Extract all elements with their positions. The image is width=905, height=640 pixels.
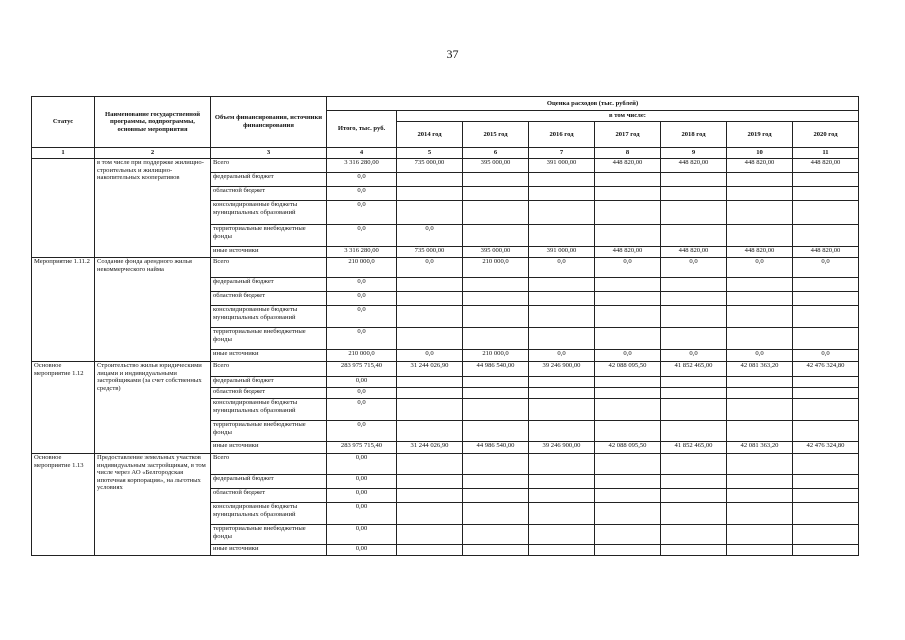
total-value: 0,0: [327, 388, 397, 399]
year-value: [793, 278, 859, 292]
column-number: 10: [727, 148, 793, 159]
year-value: [397, 187, 463, 201]
year-value: [661, 278, 727, 292]
year-value: 31 244 026,90: [397, 362, 463, 377]
year-value: [595, 225, 661, 247]
year-value: 0,0: [793, 350, 859, 362]
total-value: 0,0: [327, 306, 397, 328]
year-value: [793, 421, 859, 442]
year-value: 210 000,0: [463, 258, 529, 278]
year-value: [463, 306, 529, 328]
year-value: [793, 525, 859, 545]
year-value: [529, 278, 595, 292]
year-value: 44 986 540,00: [463, 362, 529, 377]
total-value: 0,00: [327, 503, 397, 525]
year-value: [595, 545, 661, 556]
total-value: 210 000,0: [327, 258, 397, 278]
year-value: [793, 454, 859, 475]
total-value: 0,0: [327, 201, 397, 225]
funding-source: иные источники: [211, 545, 327, 556]
year-value: [727, 421, 793, 442]
year-value: [595, 187, 661, 201]
year-value: [595, 328, 661, 350]
year-value: 0,0: [397, 225, 463, 247]
year-value: [727, 377, 793, 388]
year-value: [661, 328, 727, 350]
year-value: [661, 421, 727, 442]
total-value: 0,0: [327, 328, 397, 350]
year-value: [793, 503, 859, 525]
year-value: [463, 328, 529, 350]
year-value: [397, 278, 463, 292]
year-value: [463, 292, 529, 306]
year-value: [727, 399, 793, 421]
year-value: [793, 292, 859, 306]
table-row: [32, 362, 859, 377]
year-value: 391 000,00: [529, 159, 595, 173]
year-value: [529, 545, 595, 556]
header-year: 2014 год: [397, 122, 463, 148]
year-value: 735 000,00: [397, 247, 463, 258]
column-number: 9: [661, 148, 727, 159]
year-value: 41 852 465,00: [661, 442, 727, 454]
row-status: Основное мероприятие 1.12: [32, 362, 95, 454]
funding-source: территориальные внебюджетные фонды: [211, 421, 327, 442]
year-value: [463, 503, 529, 525]
page-number: 37: [446, 47, 459, 61]
year-value: 42 081 363,20: [727, 362, 793, 377]
funding-source: территориальные внебюджетные фонды: [211, 525, 327, 545]
year-value: 0,0: [727, 258, 793, 278]
year-value: [727, 525, 793, 545]
year-value: 448 820,00: [595, 247, 661, 258]
year-value: [793, 328, 859, 350]
year-value: [595, 377, 661, 388]
year-value: 0,0: [727, 350, 793, 362]
year-value: 448 820,00: [661, 247, 727, 258]
total-value: 0,00: [327, 377, 397, 388]
year-value: 448 820,00: [793, 247, 859, 258]
year-value: [397, 525, 463, 545]
funding-source: Всего: [211, 362, 327, 377]
year-value: 0,0: [793, 258, 859, 278]
table-row: [32, 159, 859, 173]
year-value: 42 476 324,80: [793, 362, 859, 377]
funding-source: консолидированные бюджеты муниципальных образований: [211, 503, 327, 525]
year-value: [463, 399, 529, 421]
year-value: [397, 421, 463, 442]
year-value: [727, 489, 793, 503]
year-value: 39 246 900,00: [529, 362, 595, 377]
year-value: [727, 328, 793, 350]
funding-source: федеральный бюджет: [211, 377, 327, 388]
row-name: Создание фонда арендного жилья некоммерческого найма: [95, 258, 211, 362]
year-value: [529, 292, 595, 306]
funding-source: консолидированные бюджеты муниципальных образований: [211, 306, 327, 328]
year-value: [793, 225, 859, 247]
year-value: [463, 201, 529, 225]
year-value: [529, 306, 595, 328]
year-value: [595, 454, 661, 475]
year-value: [661, 388, 727, 399]
header-name: Наименование государственной программы, подпрограммы, основные мероприятия: [95, 97, 211, 148]
funding-source: Всего: [211, 159, 327, 173]
year-value: [529, 377, 595, 388]
year-value: [793, 201, 859, 225]
year-value: [595, 278, 661, 292]
header-status: Статус: [32, 97, 95, 148]
year-value: [463, 225, 529, 247]
year-value: 31 244 026,90: [397, 442, 463, 454]
column-number: 11: [793, 148, 859, 159]
year-value: [529, 421, 595, 442]
year-value: [595, 475, 661, 489]
header-volume: Объем финансирования, источники финансирования: [211, 97, 327, 148]
funding-source: иные источники: [211, 442, 327, 454]
financing-table: [31, 96, 859, 556]
year-value: [661, 292, 727, 306]
row-name: Предоставление земельных участков индивидуальным застройщикам, в том числе через АО «Белгородская ипотечная корпорация», на льготных условиях: [95, 454, 211, 556]
year-value: [595, 399, 661, 421]
year-value: 0,0: [397, 350, 463, 362]
year-value: [529, 475, 595, 489]
funding-source: иные источники: [211, 247, 327, 258]
total-value: 0,0: [327, 399, 397, 421]
header-cost-estimate: Оценка расходов (тыс. рублей): [327, 97, 859, 111]
year-value: 0,0: [661, 350, 727, 362]
year-value: 0,0: [529, 258, 595, 278]
year-value: [661, 489, 727, 503]
year-value: 0,0: [529, 350, 595, 362]
header-year: 2018 год: [661, 122, 727, 148]
year-value: [397, 388, 463, 399]
year-value: [463, 173, 529, 187]
year-value: 448 820,00: [595, 159, 661, 173]
year-value: [727, 545, 793, 556]
year-value: 735 000,00: [397, 159, 463, 173]
column-number: 3: [211, 148, 327, 159]
column-number: 6: [463, 148, 529, 159]
year-value: [397, 292, 463, 306]
funding-source: территориальные внебюджетные фонды: [211, 225, 327, 247]
year-value: [595, 173, 661, 187]
total-value: 3 316 280,00: [327, 159, 397, 173]
year-value: [463, 489, 529, 503]
total-value: 283 975 715,40: [327, 442, 397, 454]
year-value: [595, 525, 661, 545]
column-number: 2: [95, 148, 211, 159]
year-value: [463, 475, 529, 489]
year-value: [793, 545, 859, 556]
year-value: [793, 399, 859, 421]
funding-source: областной бюджет: [211, 489, 327, 503]
year-value: [463, 525, 529, 545]
year-value: [463, 545, 529, 556]
total-value: 0,0: [327, 292, 397, 306]
year-value: [727, 475, 793, 489]
year-value: [727, 306, 793, 328]
year-value: [661, 377, 727, 388]
year-value: 0,0: [595, 350, 661, 362]
year-value: 448 820,00: [661, 159, 727, 173]
year-value: 395 000,00: [463, 159, 529, 173]
total-value: 0,00: [327, 525, 397, 545]
year-value: [463, 377, 529, 388]
year-value: 448 820,00: [727, 159, 793, 173]
total-value: 210 000,0: [327, 350, 397, 362]
header-including: в том числе:: [397, 111, 859, 122]
year-value: [727, 187, 793, 201]
year-value: [397, 377, 463, 388]
year-value: [463, 388, 529, 399]
year-value: 42 081 363,20: [727, 442, 793, 454]
funding-source: областной бюджет: [211, 187, 327, 201]
year-value: [463, 421, 529, 442]
year-value: [661, 525, 727, 545]
year-value: [727, 388, 793, 399]
year-value: [595, 489, 661, 503]
header-year: 2020 год: [793, 122, 859, 148]
total-value: 3 316 280,00: [327, 247, 397, 258]
funding-source: территориальные внебюджетные фонды: [211, 328, 327, 350]
header-total: Итого, тыс. руб.: [327, 111, 397, 148]
total-value: 0,0: [327, 421, 397, 442]
year-value: [397, 306, 463, 328]
year-value: [595, 503, 661, 525]
year-value: [661, 503, 727, 525]
year-value: [397, 399, 463, 421]
row-status: Мероприятие 1.11.2: [32, 258, 95, 362]
year-value: 42 088 095,50: [595, 362, 661, 377]
year-value: 42 088 095,50: [595, 442, 661, 454]
funding-source: федеральный бюджет: [211, 173, 327, 187]
year-value: [727, 201, 793, 225]
year-value: [529, 454, 595, 475]
year-value: 448 820,00: [793, 159, 859, 173]
header-year: 2017 год: [595, 122, 661, 148]
table-row: [32, 454, 859, 475]
funding-source: областной бюджет: [211, 388, 327, 399]
year-value: [397, 503, 463, 525]
year-value: [397, 545, 463, 556]
column-number: 7: [529, 148, 595, 159]
year-value: [463, 187, 529, 201]
funding-source: консолидированные бюджеты муниципальных образований: [211, 201, 327, 225]
total-value: 0,00: [327, 454, 397, 475]
year-value: [595, 388, 661, 399]
row-status: Основное мероприятие 1.13: [32, 454, 95, 556]
year-value: [529, 489, 595, 503]
year-value: [397, 454, 463, 475]
year-value: [793, 377, 859, 388]
year-value: [397, 173, 463, 187]
year-value: 448 820,00: [727, 247, 793, 258]
row-name: Строительство жилья юридическими лицами и индивидуальными застройщиками (за счет собственных средств): [95, 362, 211, 454]
header-year: 2016 год: [529, 122, 595, 148]
row-status: [32, 159, 95, 258]
funding-source: федеральный бюджет: [211, 475, 327, 489]
funding-source: консолидированные бюджеты муниципальных образований: [211, 399, 327, 421]
year-value: [661, 545, 727, 556]
total-value: 0,0: [327, 225, 397, 247]
year-value: [397, 475, 463, 489]
year-value: [529, 328, 595, 350]
year-value: [727, 503, 793, 525]
year-value: [727, 292, 793, 306]
year-value: 391 000,00: [529, 247, 595, 258]
year-value: [793, 173, 859, 187]
year-value: [661, 173, 727, 187]
total-value: 283 975 715,40: [327, 362, 397, 377]
year-value: 39 246 900,00: [529, 442, 595, 454]
year-value: [595, 292, 661, 306]
funding-source: областной бюджет: [211, 292, 327, 306]
year-value: 42 476 324,80: [793, 442, 859, 454]
year-value: [529, 173, 595, 187]
year-value: [595, 306, 661, 328]
row-name: в том числе при поддержке жилищно-строительных и жилищно-накопительных кооперативов: [95, 159, 211, 258]
year-value: 395 000,00: [463, 247, 529, 258]
total-value: 0,00: [327, 489, 397, 503]
header-year: 2019 год: [727, 122, 793, 148]
year-value: [463, 454, 529, 475]
year-value: [793, 187, 859, 201]
year-value: [397, 489, 463, 503]
year-value: [397, 201, 463, 225]
total-value: 0,0: [327, 173, 397, 187]
column-number: 8: [595, 148, 661, 159]
funding-source: Всего: [211, 454, 327, 475]
year-value: [529, 525, 595, 545]
year-value: [529, 187, 595, 201]
column-number: 1: [32, 148, 95, 159]
year-value: [793, 489, 859, 503]
total-value: 0,00: [327, 545, 397, 556]
year-value: [661, 306, 727, 328]
table-row: [32, 258, 859, 278]
year-value: [661, 201, 727, 225]
year-value: [595, 421, 661, 442]
year-value: [727, 173, 793, 187]
funding-source: Всего: [211, 258, 327, 278]
year-value: [661, 454, 727, 475]
year-value: 210 000,0: [463, 350, 529, 362]
year-value: [793, 388, 859, 399]
year-value: [661, 187, 727, 201]
year-value: [727, 225, 793, 247]
year-value: [727, 278, 793, 292]
year-value: 44 986 540,00: [463, 442, 529, 454]
total-value: 0,0: [327, 187, 397, 201]
year-value: [529, 201, 595, 225]
year-value: [529, 399, 595, 421]
year-value: [793, 306, 859, 328]
header-year: 2015 год: [463, 122, 529, 148]
total-value: 0,00: [327, 475, 397, 489]
year-value: [529, 388, 595, 399]
funding-source: федеральный бюджет: [211, 278, 327, 292]
column-number: 4: [327, 148, 397, 159]
year-value: 0,0: [661, 258, 727, 278]
year-value: [463, 278, 529, 292]
year-value: [793, 475, 859, 489]
funding-source: иные источники: [211, 350, 327, 362]
year-value: 0,0: [397, 258, 463, 278]
year-value: [529, 503, 595, 525]
total-value: 0,0: [327, 278, 397, 292]
column-number: 5: [397, 148, 463, 159]
year-value: [661, 399, 727, 421]
year-value: [727, 454, 793, 475]
year-value: [595, 201, 661, 225]
year-value: [661, 475, 727, 489]
year-value: [661, 225, 727, 247]
table-body: [32, 159, 859, 556]
year-value: 41 852 465,00: [661, 362, 727, 377]
year-value: 0,0: [595, 258, 661, 278]
year-value: [397, 328, 463, 350]
year-value: [529, 225, 595, 247]
